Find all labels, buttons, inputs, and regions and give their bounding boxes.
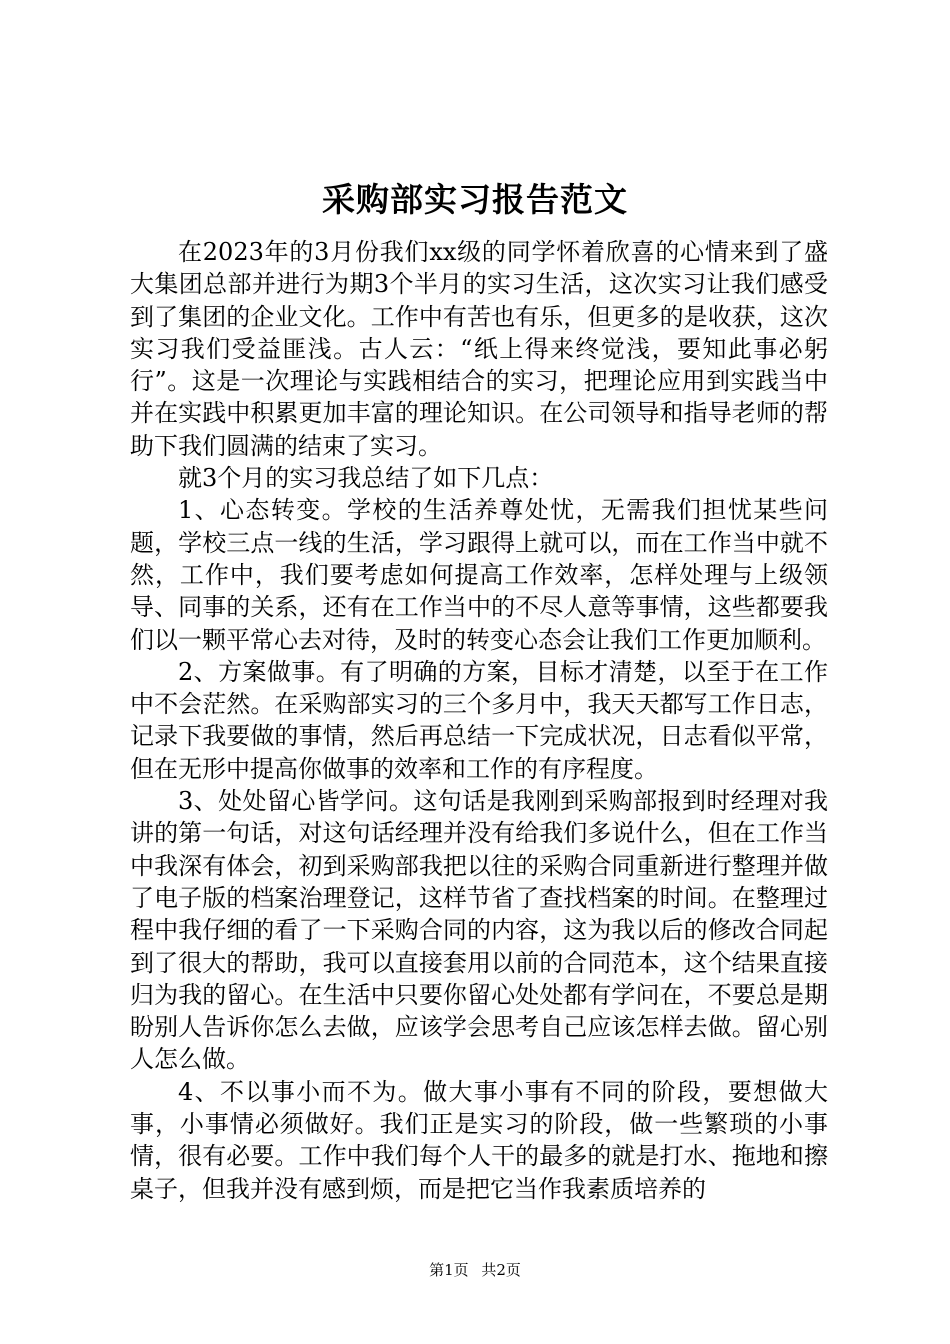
paragraph-point-3: 3、处处留心皆学问。这句话是我刚到采购部报到时经理对我讲的第一句话，对这句话经理并没有给我们多说什么，但在工作当中我深有体会，初到采购部我把以往的采购合同重新进行整理并做了电子版的档案治理登记，这样节省了查找档案的时间。在整理过程中我仔细的看了一下采购合同的内容，这为我以后的修改合同起到了很大的帮助，我可以直接套用以前的合同范本，这个结果直接归为我的留心。在生活中只要你留心处处都有学问在，不要总是期盼别人告诉你怎么去做，应该学会思考自己应该怎样去做。留心别人怎么做。 bbox=[130, 787, 828, 1074]
document-body bbox=[130, 236, 828, 1205]
page-total: 共2页 bbox=[481, 1261, 521, 1279]
document-title: 采购部实习报告范文 bbox=[322, 180, 628, 219]
paragraph-point-1: 1、心态转变。学校的生活养尊处忧，无需我们担忧某些问题，学校三点一线的生活，学习跟得上就可以，而在工作当中就不然，工作中，我们要考虑如何提高工作效率，怎样处理与上级领导、同事的关系，还有在工作当中的不尽人意等事情，这些都要我们以一颗平常心去对待，及时的转变心态会让我们工作更加顺利。 bbox=[130, 496, 828, 654]
page-footer bbox=[0, 1260, 950, 1280]
paragraph-point-2: 2、方案做事。有了明确的方案，目标才清楚，以至于在工作中不会茫然。在采购部实习的三个多月中，我天天都写工作日志，记录下我要做的事情，然后再总结一下完成状况，日志看似平常，但在无形中提高你做事的效率和工作的有序程度。 bbox=[130, 657, 828, 783]
page-number: 第1页 bbox=[429, 1261, 469, 1279]
paragraph-intro: 在2023年的3月份我们xx级的同学怀着欣喜的心情来到了盛大集团总部并进行为期3个半月的实习生活，这次实习让我们感受到了集团的企业文化。工作中有苦也有乐，但更多的是收获，这次实习我们受益匪浅。古人云：“纸上得来终觉浅，要知此事必躬行”。这是一次理论与实践相结合的实习，把理论应用到实践当中并在实践中积累更加丰富的理论知识。在公司领导和指导老师的帮助下我们圆满的结束了实习。 bbox=[130, 238, 828, 460]
paragraph-point-4: 4、不以事小而不为。做大事小事有不同的阶段，要想做大事，小事情必须做好。我们正是实习的阶段，做一些繁琐的小事情，很有必要。工作中我们每个人干的最多的就是打水、拖地和擦桌子，但我并没有感到烦，而是把它当作我素质培养的 bbox=[130, 1077, 828, 1203]
paragraph-summary-lead: 就3个月的实习我总结了如下几点： bbox=[178, 464, 554, 493]
